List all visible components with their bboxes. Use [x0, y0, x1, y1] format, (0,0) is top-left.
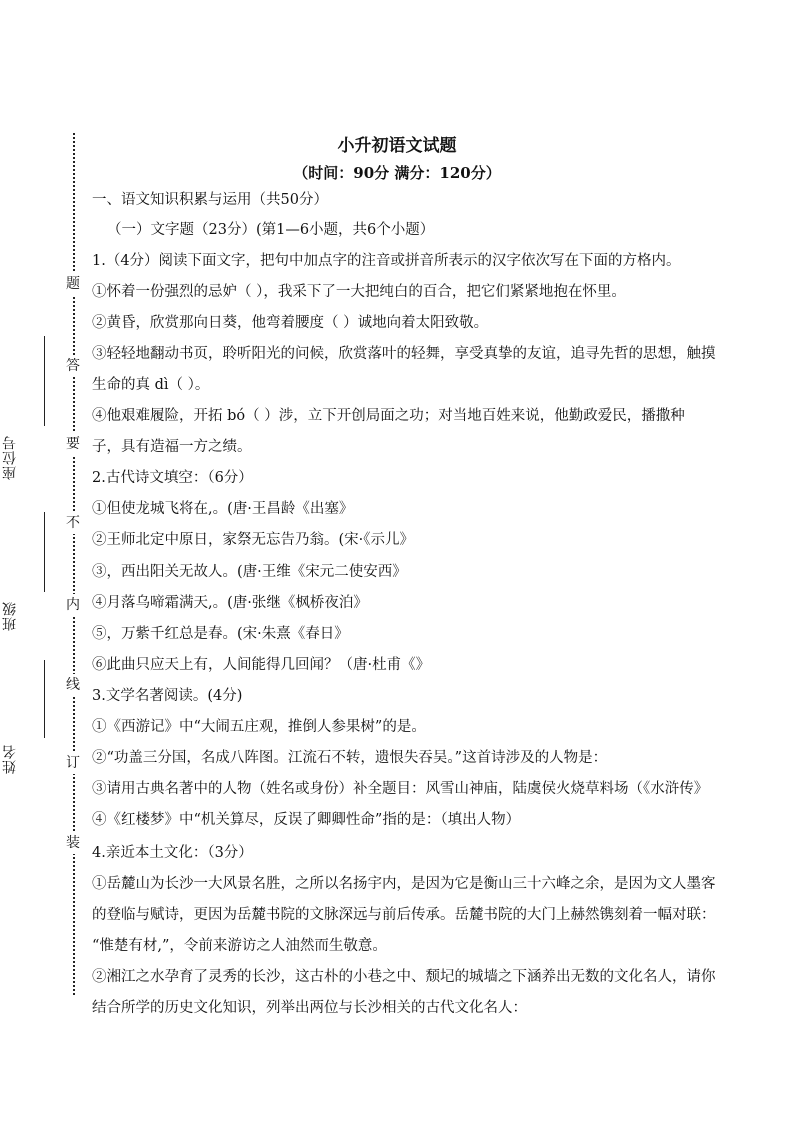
seal-char: 要	[63, 433, 83, 455]
question-2-item-4: ④月落乌啼霜满天,。(唐·张继《枫桥夜泊》	[92, 595, 368, 611]
question-4-item-1-cont: 的登临与赋诗，更因为岳麓书院的文脉深远与前后传承。岳麓书院的大门上赫然镌刻着一幅对联：	[92, 907, 716, 923]
seal-char: 装	[63, 832, 83, 854]
question-2-item-1: ①但使龙城飞将在,。(唐·王昌龄《出塞》	[92, 501, 354, 517]
question-3: 3.文学名著阅读。(4分)	[92, 688, 243, 704]
question-4-item-1-couplet: “惟楚有材,”，令前来游访之人油然而生敬意。	[92, 938, 387, 954]
question-4: 4.亲近本土文化：（3分）	[92, 845, 253, 861]
name-field[interactable]	[44, 660, 45, 738]
seal-char: 不	[63, 512, 83, 534]
exam-time-score: （时间：90分 满分：120分）	[293, 164, 501, 182]
subsection-heading: （一）文字题（23分）(第1—6小题，共6个小题）	[107, 222, 435, 238]
question-1-item-3-cont: 生命的真 dì（ ）。	[92, 377, 210, 393]
seal-char: 订	[63, 752, 83, 774]
question-1: 1.（4分）阅读下面文字，把句中加点字的注音或拼音所表示的汉字依次写在下面的方格内。	[92, 253, 681, 269]
question-3-item-4: ④《红楼梦》中“机关算尽，反误了卿卿性命”指的是：（填出人物）	[92, 812, 521, 828]
question-4-item-2: ②湘江之水孕育了灵秀的长沙，这古朴的小巷之中、颓圮的城墙之下涵养出无数的文化名人，请你	[92, 969, 716, 985]
question-2: 2.古代诗文填空：（6分）	[92, 470, 253, 486]
seat-number-field[interactable]	[44, 336, 45, 426]
question-2-item-5: ⑤，万紫千红总是春。(宋·朱熹《春日》	[92, 626, 349, 642]
page-title: 小升初语文试题	[337, 136, 457, 156]
seal-char: 答	[63, 355, 83, 377]
seal-char: 题	[63, 273, 83, 295]
question-1-item-4: ④他艰难履险，开拓 bó（ ）涉，立下开创局面之功；对当地百姓来说，他勤政爱民，播撒种	[92, 408, 685, 424]
name-label: 姓名	[2, 744, 18, 774]
question-3-item-1: ①《西游记》中“大闹五庄观，推倒人参果树”的是。	[92, 719, 426, 735]
seal-char: 内	[63, 594, 83, 616]
question-2-item-3: ③，西出阳关无故人。(唐·王维《宋元二使安西》	[92, 564, 407, 580]
question-2-item-6: ⑥此曲只应天上有，人间能得几回闻？（唐·杜甫《》	[92, 657, 431, 673]
question-1-item-2: ②黄昏，欣赏那向日葵，他弯着腰度（ ）诚地向着太阳致敬。	[92, 315, 489, 331]
class-label: 班级	[2, 601, 18, 631]
question-3-item-3: ③请用古典名著中的人物（姓名或身份）补全题目：风雪山神庙，陆虞侯火烧草料场（《水浒传》	[92, 781, 709, 797]
question-2-item-2: ②王师北定中原日，家祭无忘告乃翁。(宋·《示儿》	[92, 532, 415, 548]
question-1-item-1: ①怀着一份强烈的忌妒（ ），我采下了一大把纯白的百合，把它们紧紧地抱在怀里。	[92, 284, 626, 300]
question-1-item-3: ③轻轻地翻动书页，聆听阳光的问候，欣赏落叶的轻舞，享受真挚的友谊，追寻先哲的思想，触摸	[92, 346, 716, 362]
binding-dotted-line	[73, 133, 75, 995]
question-3-item-2: ②“功盖三分国，名成八阵图。江流石不转，遗恨失吞吴。”这首诗涉及的人物是：	[92, 750, 608, 766]
section-heading: 一、语文知识积累与运用（共50分）	[92, 192, 328, 208]
question-4-item-1: ①岳麓山为长沙一大风景名胜，之所以名扬宇内，是因为它是衡山三十六峰之余，是因为文人墨客	[92, 876, 716, 892]
seat-number-label: 座位号	[2, 435, 18, 481]
question-4-item-2-cont: 结合所学的历史文化知识，列举出两位与长沙相关的古代文化名人：	[92, 1000, 527, 1016]
question-1-item-4-cont: 子，具有造福一方之绩。	[92, 439, 252, 455]
class-field[interactable]	[44, 512, 45, 592]
seal-char: 线	[63, 674, 83, 696]
